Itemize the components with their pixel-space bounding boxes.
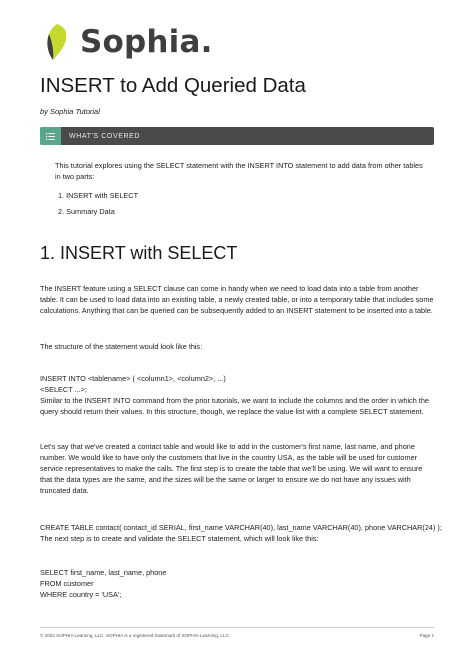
list-icon <box>40 127 61 145</box>
paragraph: Let's say that we've created a contact table and would like to add in the customer's first name, last name, and phone number. We would like to have only the customers that live in the country USA, as the table will be used for customer service representatives to make the calls. The first step is to create the table that we'll be using. We will want to ensure that the data types are the same, and the sizes will be the same or larger to ensure we do not have any issues with truncated data. <box>40 442 423 495</box>
byline: by Sophia Tutorial <box>40 107 100 116</box>
code-line: CREATE TABLE contact( contact_id SERIAL, first_name VARCHAR(40), last_name VARCHAR(40), phone VARCHAR(24) ); <box>40 523 442 532</box>
sophia-leaf-icon <box>40 22 74 62</box>
code-block <box>40 567 434 600</box>
paragraph: The structure of the statement would look like this: <box>40 342 203 351</box>
sophia-logo <box>40 22 213 62</box>
footer-copyright: © 2022 SOPHIA Learning, LLC. SOPHIA is a registered trademark of SOPHIA Learning, LLC. <box>40 633 231 638</box>
code-block <box>40 373 434 417</box>
page-title: INSERT to Add Queried Data <box>40 74 306 97</box>
paragraph: The next step is to create and validate the SELECT statement, which will look like this: <box>40 534 319 543</box>
paragraph: Similar to the INSERT INTO command from the prior tutorials, we want to include the columns and the order in which the query should return their values. In this structure, though, we replace the value list with a complete SELECT statement. <box>40 396 429 416</box>
list-item: 2. Summary Data <box>58 207 115 216</box>
footer-divider <box>40 627 434 628</box>
section-heading: 1. INSERT with SELECT <box>40 243 238 263</box>
intro-text: This tutorial explores using the SELECT statement with the INSERT INTO statement to add data from other tables in two parts: <box>55 161 423 181</box>
whats-covered-bar <box>40 127 434 145</box>
code-line: WHERE country = 'USA'; <box>40 590 122 599</box>
brand-name: Sophia. <box>80 24 213 60</box>
code-line: FROM customer <box>40 579 94 588</box>
list-item: 1. INSERT with SELECT <box>58 191 139 200</box>
whats-covered-label: WHAT'S COVERED <box>69 132 141 140</box>
page-number: Page 1 <box>419 633 434 638</box>
code-line: SELECT first_name, last_name, phone <box>40 568 167 577</box>
code-line: INSERT INTO <tablename> ( <column1>, <column2>, ...) <box>40 374 226 383</box>
code-line: <SELECT ...>; <box>40 385 87 394</box>
covered-list <box>58 185 138 217</box>
paragraph: The INSERT feature using a SELECT clause can come in handy when we need to load data into a table from another table. It can be used to load data into an existing table, a newly created table, or into a temporary table that includes some calculations. Anything that can be queried can be subsequently added to an INSERT statement to be inserted into a table. <box>40 284 434 315</box>
